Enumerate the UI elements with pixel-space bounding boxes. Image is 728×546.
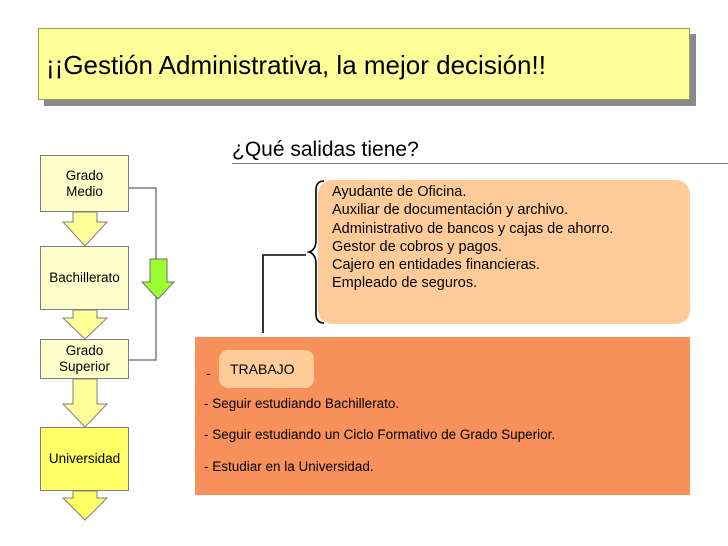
box-universidad: Universidad	[40, 427, 129, 491]
job-item: Ayudante de Oficina.	[332, 184, 467, 200]
trabajo-dash: -	[206, 365, 211, 381]
salida-item: - Estudiar en la Universidad.	[204, 459, 374, 474]
job-item: Gestor de cobros y pagos.	[332, 238, 503, 255]
arrow-green	[142, 259, 174, 299]
subtitle: ¿Qué salidas tiene?	[232, 138, 419, 161]
salida-item: - Seguir estudiando Bachillerato.	[204, 396, 400, 411]
arrow-down-1	[63, 212, 107, 246]
connector-trabajo-jobs	[263, 255, 306, 333]
page-title: ¡¡Gestión Administrativa, la mejor decisión!!	[46, 50, 546, 80]
job-item: Administrativo de bancos y cajas de ahorro.	[332, 220, 614, 237]
jobs-list	[332, 183, 613, 293]
arrow-down-2	[63, 310, 107, 339]
box-grado-medio: Grado Medio	[40, 155, 129, 212]
job-item: Auxiliar de documentación y archivo.	[332, 202, 569, 219]
box-grado-superior: Grado Superior	[40, 339, 129, 379]
arrow-down-3	[63, 379, 107, 427]
job-item: Empleado de seguros.	[332, 275, 478, 292]
salida-item: - Seguir estudiando un Ciclo Formativo de Grado Superior.	[204, 427, 556, 442]
trabajo-label: TRABAJO	[219, 350, 314, 388]
box-bachillerato: Bachillerato	[40, 246, 129, 310]
arrow-down-4	[63, 491, 107, 520]
job-item: Cajero en entidades financieras.	[332, 257, 540, 274]
